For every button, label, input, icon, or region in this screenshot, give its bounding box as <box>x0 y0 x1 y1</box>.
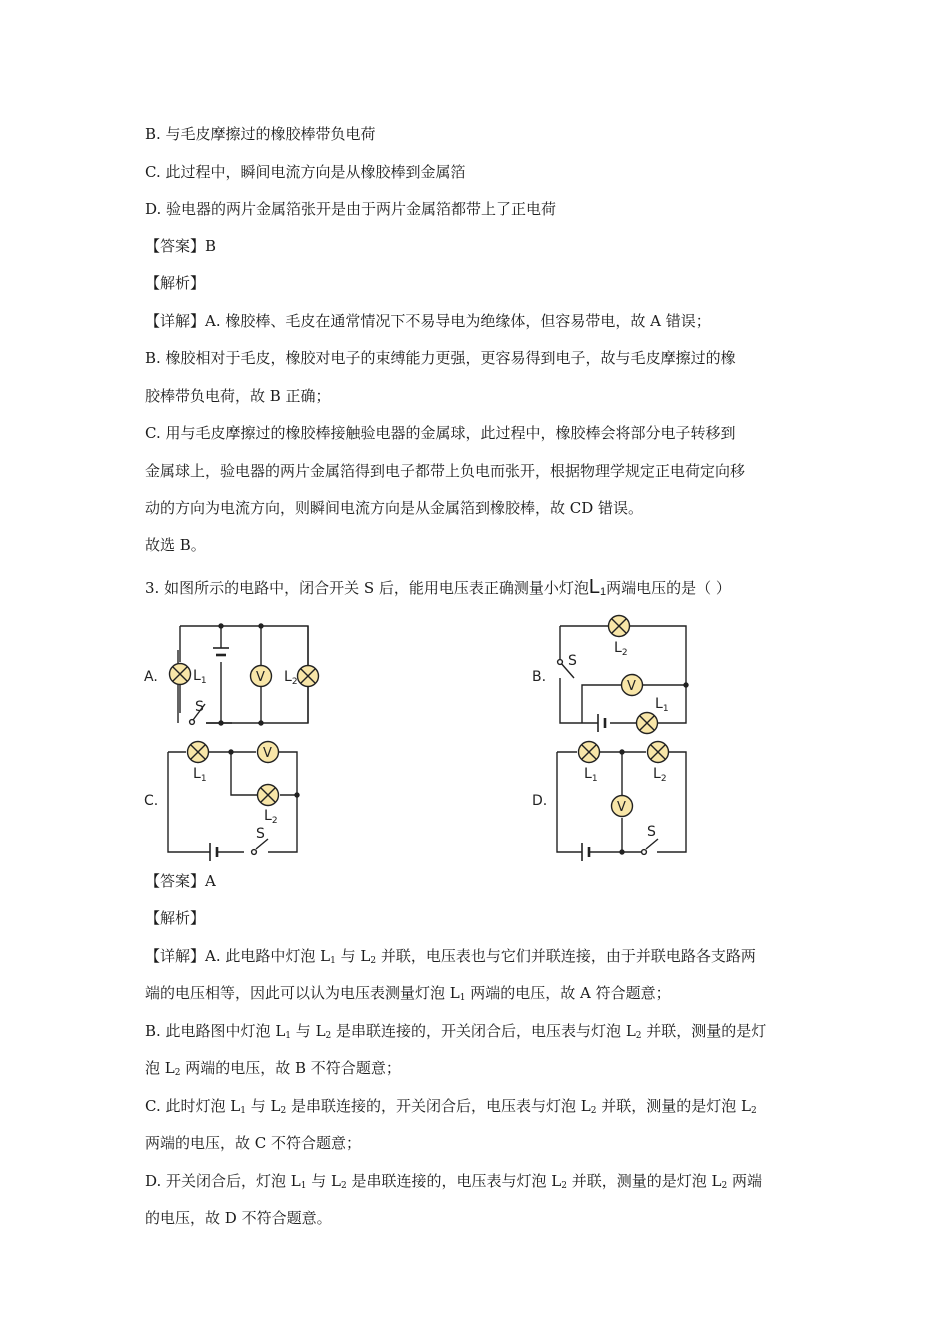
lamp-label: $L_2$ <box>653 766 667 784</box>
option-c-label: C. <box>144 793 159 809</box>
circuit-diagrams <box>0 610 950 890</box>
q3-detail-a-line-2: 端的电压相等，因此可以认为电压表测量灯泡 $L_1$ 两端的电压，故 A 符合题意； <box>145 984 671 1003</box>
q2-detail-line-1 <box>145 311 711 331</box>
q3-detail-b-line-2: 泡 $L_2$ 两端的电压，故 B 不符合题意； <box>145 1059 401 1078</box>
stem-lamp-label <box>589 576 606 598</box>
q3-detail-d-line-1: D. 开关闭合后，灯泡 $L_1$ 与 $L_2$ 是串联连接的，电压表与灯泡 $L_2$ 并联，测量的是灯泡 $L_2$ 两端 <box>145 1172 763 1191</box>
q3-detail-a-line-1: 【详解】A. 此电路中灯泡 $L_1$ 与 $L_2$ 并联，电压表也与它们并联连接，由于并联电路各支路两 <box>145 947 756 966</box>
lamp-l1-icon <box>579 742 600 763</box>
voltmeter-label: V <box>263 746 272 761</box>
switch-label: S <box>647 824 656 840</box>
stem-text-end: 两端电压的是（ ） <box>606 579 731 597</box>
detail-text: A. 橡胶棒、毛皮在通常情况下不易导电为绝缘体，但容易带电，故 A 错误； <box>205 312 711 330</box>
answer-tag: 【答案】 <box>145 237 206 255</box>
q3-answer <box>145 871 216 891</box>
switch-label: S <box>256 826 265 842</box>
option-b-label: B. <box>532 669 547 685</box>
q3-analysis-tag: 【解析】 <box>145 909 206 927</box>
answer-value: B <box>205 237 217 255</box>
q2-detail-line-6: 动的方向为电流方向，则瞬间电流方向是从金属箔到橡胶棒，故 CD 错误。 <box>145 499 644 517</box>
detail-tag: 【详解】 <box>145 312 206 330</box>
voltmeter-label: V <box>256 670 265 685</box>
lamp-sub: 1 <box>600 586 607 598</box>
q2-detail-line-2: B. 橡胶相对于毛皮，橡胶对电子的束缚能力更强，更容易得到电子，故与毛皮摩擦过的橡 <box>145 349 736 367</box>
option-b: B. 与毛皮摩擦过的橡胶棒带负电荷 <box>145 125 376 143</box>
lamp-label: $L_2$ <box>284 669 298 687</box>
circuit-a <box>170 624 319 725</box>
lamp-label: $L_2$ <box>614 640 628 658</box>
q3-detail-d-line-2: 的电压，故 D 不符合题意。 <box>145 1209 332 1227</box>
answer-value: A <box>205 872 216 890</box>
lamp-l1-icon <box>188 742 209 763</box>
lamp-l2-icon <box>298 666 319 687</box>
lamp-label: $L_1$ <box>584 766 598 784</box>
lamp-label: $L_1$ <box>193 668 207 686</box>
option-d-label: D. <box>532 793 548 809</box>
lamp-l2-icon <box>609 616 630 637</box>
q2-detail-line-4: C. 用与毛皮摩擦过的橡胶棒接触验电器的金属球，此过程中，橡胶棒会将部分电子转移到 <box>145 424 736 442</box>
lamp-label: $L_1$ <box>193 766 207 784</box>
q2-conclusion: 故选 B。 <box>145 536 206 554</box>
voltmeter-label: V <box>617 800 626 815</box>
answer-tag: 【答案】 <box>145 872 206 890</box>
option-c: C. 此过程中，瞬间电流方向是从橡胶棒到金属箔 <box>145 163 466 181</box>
lamp-label: $L_2$ <box>264 808 278 826</box>
q3-detail-c-line-2: 两端的电压，故 C 不符合题意； <box>145 1134 362 1152</box>
switch-label: S <box>195 699 204 715</box>
lamp-l1-icon <box>637 713 658 734</box>
q2-detail-line-5: 金属球上，验电器的两片金属箔得到电子都带上负电而张开，根据物理学规定正电荷定向移 <box>145 462 746 480</box>
lamp-label: $L_1$ <box>655 696 669 714</box>
q3-stem <box>145 577 731 602</box>
lamp-l1-icon <box>170 664 191 685</box>
option-a-label: A. <box>144 669 158 685</box>
voltmeter-label: V <box>627 679 636 694</box>
circuit-c <box>168 742 299 862</box>
q2-detail-line-3: 胶棒带负电荷，故 B 正确； <box>145 387 331 405</box>
lamp-l2-icon <box>258 785 279 806</box>
q3-detail-b-line-1: B. 此电路图中灯泡 $L_1$ 与 $L_2$ 是串联连接的，开关闭合后，电压表与灯泡 $L_2$ 并联，测量的是灯 <box>145 1022 767 1041</box>
q2-answer <box>145 236 216 256</box>
stem-text: 3. 如图所示的电路中，闭合开关 S 后，能用电压表正确测量小灯泡 <box>145 579 589 597</box>
q2-analysis-tag: 【解析】 <box>145 274 206 292</box>
lamp-letter: L <box>588 576 601 598</box>
q3-detail-c-line-1: C. 此时灯泡 $L_1$ 与 $L_2$ 是串联连接的，开关闭合后，电压表与灯泡 $L_2$ 并联，测量的是灯泡 $L_2$ <box>145 1097 757 1116</box>
option-d: D. 验电器的两片金属箔张开是由于两片金属箔都带上了正电荷 <box>145 200 557 218</box>
lamp-l2-icon <box>648 742 669 763</box>
circuit-b <box>558 616 688 734</box>
switch-label: S <box>568 653 577 669</box>
detail-tag: 【详解】 <box>145 947 206 965</box>
